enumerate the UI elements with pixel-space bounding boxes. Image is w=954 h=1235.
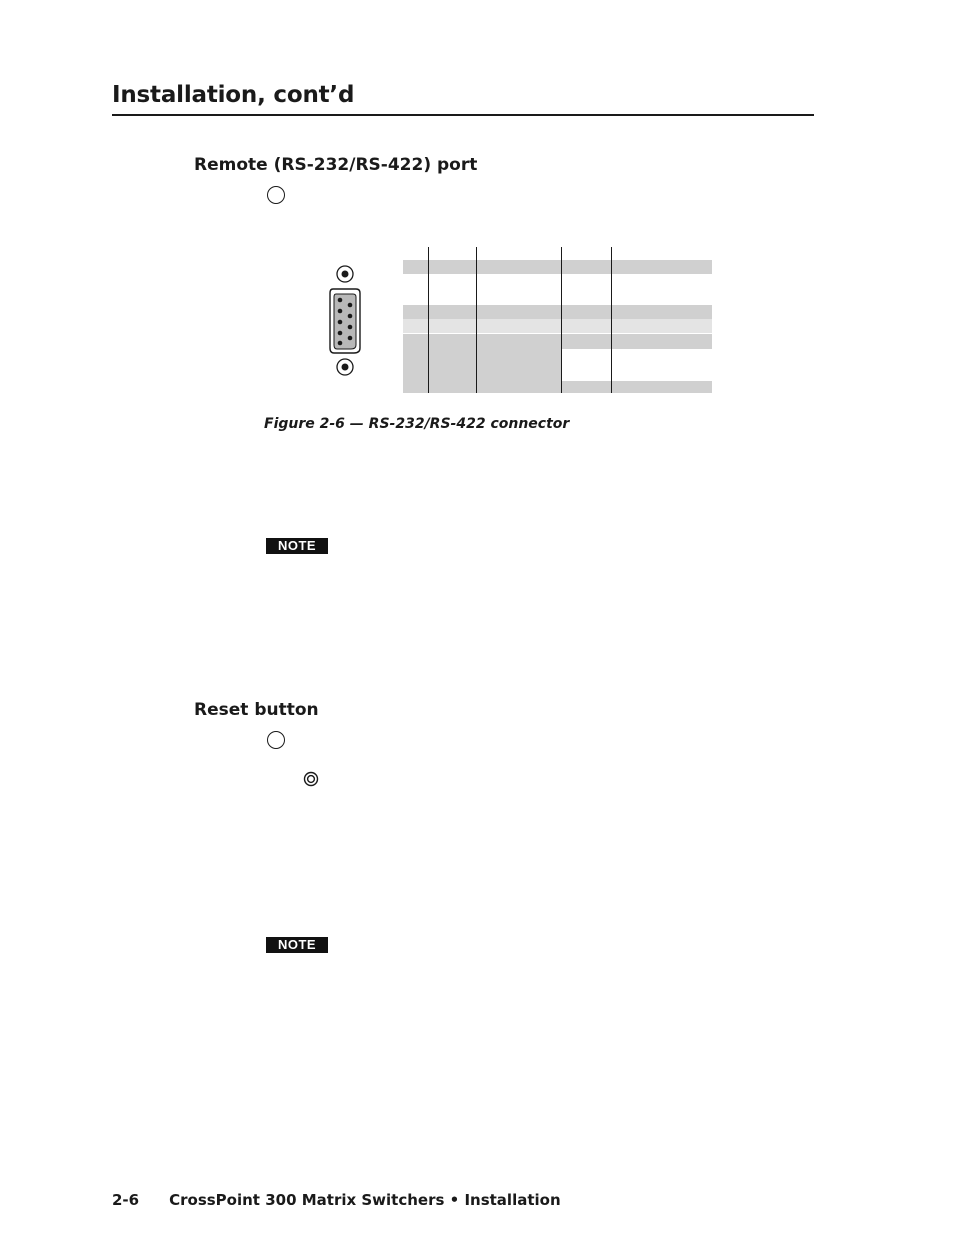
pin: [338, 331, 343, 336]
pin: [338, 309, 343, 314]
d-sub-insert: [334, 294, 356, 349]
section-heading-remote-port: Remote (RS-232/RS-422) port: [194, 155, 478, 175]
pin: [348, 314, 353, 319]
circle-callout-icon: [267, 186, 285, 204]
table-column-rule: [428, 247, 429, 393]
pin: [338, 341, 343, 346]
table-column-rule: [561, 247, 562, 393]
table-row: [403, 319, 712, 333]
note-badge: NOTE: [266, 538, 328, 554]
jack-screw-bottom-center: [342, 364, 349, 371]
pin-assignment-table: [403, 247, 712, 393]
page-footer: [112, 1191, 561, 1209]
title-rule: [112, 114, 814, 116]
pin: [348, 303, 353, 308]
figure-caption: Figure 2-6 — RS-232/RS-422 connector: [264, 416, 570, 432]
circle-callout-icon: [267, 731, 285, 749]
pin: [338, 298, 343, 303]
pin: [338, 320, 343, 325]
pin: [348, 336, 353, 341]
db9-connector-icon: [320, 262, 370, 378]
table-column-rule: [611, 247, 612, 393]
section-heading-reset-button: Reset button: [194, 700, 319, 720]
page-number: 2-6: [112, 1191, 140, 1209]
table-column-rule: [476, 247, 477, 393]
note-badge: NOTE: [266, 937, 328, 953]
table-row: [403, 334, 712, 349]
footer-text: CrossPoint 300 Matrix Switchers • Installation: [169, 1191, 561, 1209]
table-row: [403, 349, 562, 393]
table-row: [403, 260, 712, 274]
table-row: [562, 381, 712, 393]
pin: [348, 325, 353, 330]
page-title: Installation, cont’d: [112, 82, 355, 108]
table-row: [403, 305, 712, 319]
reset-button-icon: [303, 771, 319, 787]
jack-screw-top-center: [342, 271, 349, 278]
